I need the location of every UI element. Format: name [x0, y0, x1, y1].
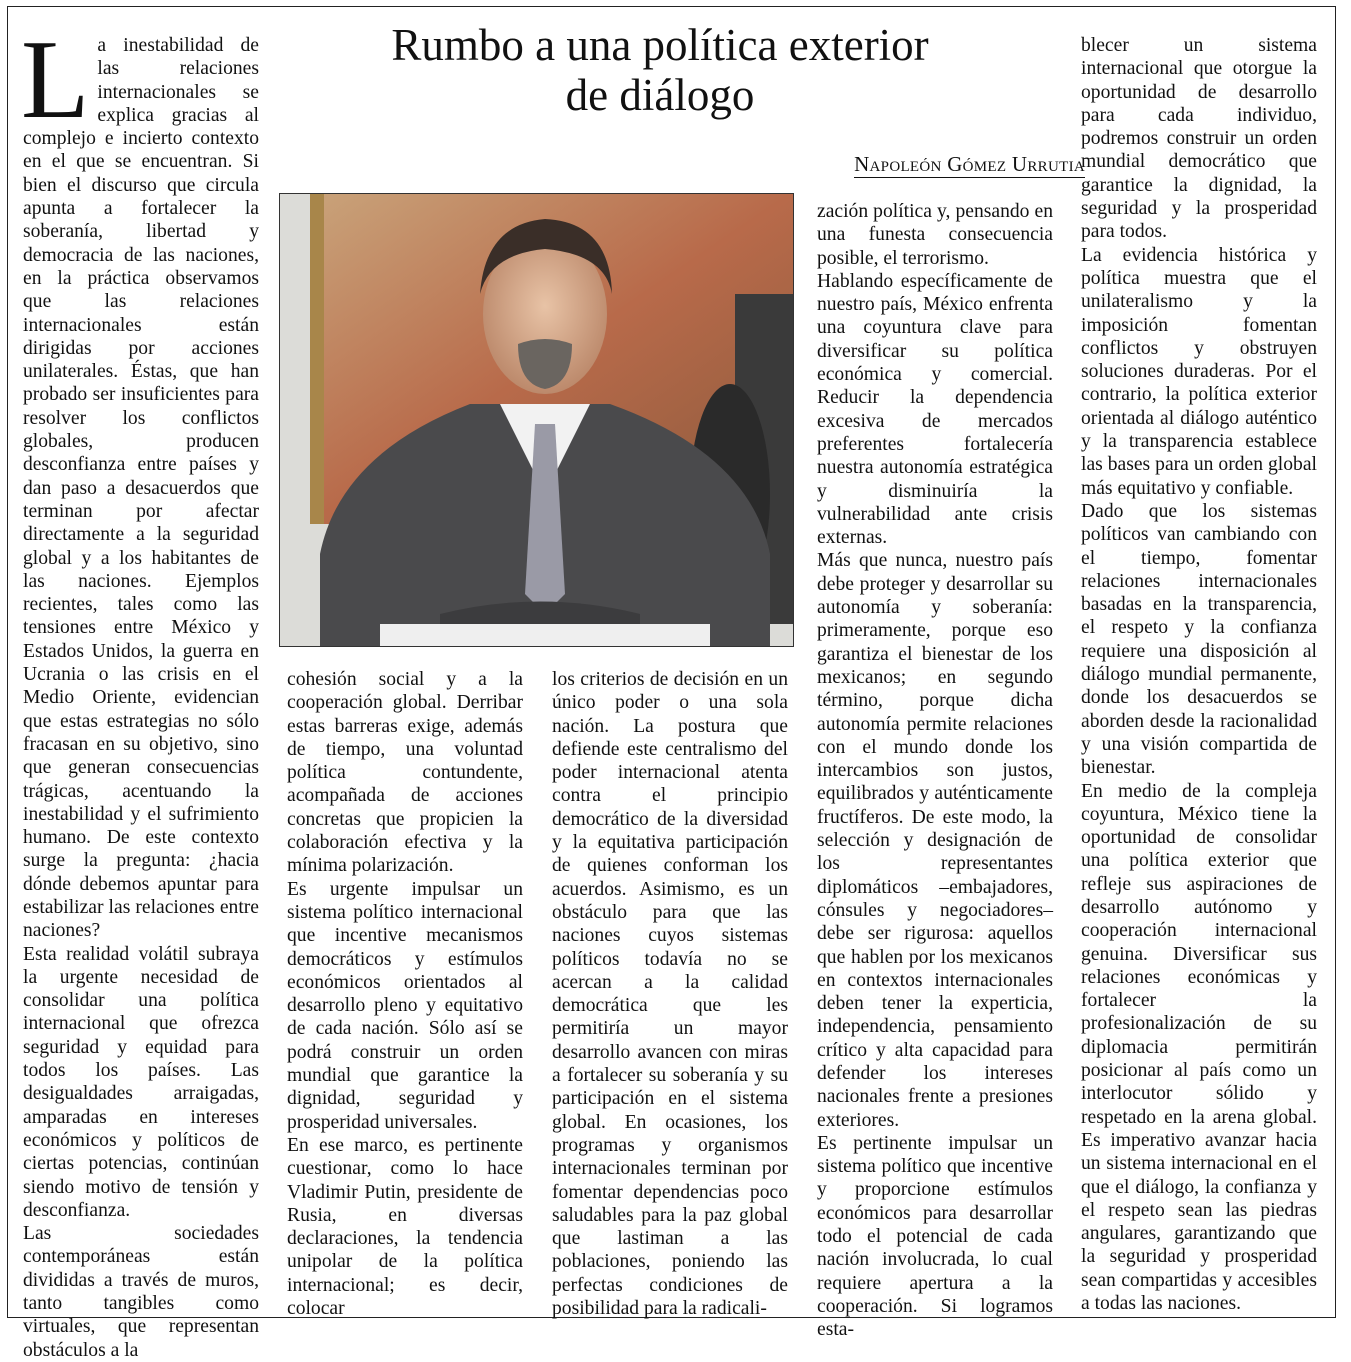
drop-cap: L: [21, 18, 90, 142]
author-photo: [279, 193, 794, 647]
column-4: [817, 200, 1053, 1342]
portrait-photo-icon: [280, 194, 793, 646]
col2-paragraph-1: cohesión social y a la cooperación global. Derribar estas barreras exige, además de tiempo, una voluntad política contundente, acompañada de acciones concretas que propicien la colaboración efectiva y la mínima polarización.: [287, 669, 523, 877]
article-headline: [290, 20, 1030, 120]
col5-paragraph-4: En medio de la compleja coyuntura, México tiene la oportunidad de consolidar una política exterior que refleje sus aspiraciones de desarrollo autónomo y cooperación internacional genuina. Diversificar sus relaciones económicas y fortalecer la profesionalización de su diplomacia permitirán posicionar al país como un interlocutor sólido y respetado en la arena global. Es imperativo avanzar hacia un sistema internacional en el que el diálogo, la confianza y el respeto sean las piedras angulares, garantizando que la seguridad y prosperidad sean compartidas y accesibles a todas las naciones.: [1081, 780, 1317, 1315]
col4-paragraph-3: Más que nunca, nuestro país debe proteger y desarrollar su autonomía y soberanía: primeramente, porque eso garantiza el bienestar de los mexicanos; en segundo término, porque dicha autonomía permite relaciones con el mundo donde los intercambios son justos, equilibrados y auténticamente fructíferos. De este modo, la selección y designación de los representantes diplomáticos –embajadores, cónsules y negociadores– debe ser rigurosa: aquellos que hablen por los mexicanos en contextos internacionales deben tener la experticia, independencia, pensamiento crítico y alta capacidad para defender los intereses nacionales frente a presiones exteriores.: [817, 550, 1053, 1131]
col5-paragraph-1: blecer un sistema internacional que otorgue la oportunidad de desarrollo para cada individuo, podremos construir un orden mundial democrático que garantice la dignidad, la seguridad y la prosperidad para todos.: [1081, 35, 1317, 243]
col3-paragraph-1: los criterios de decisión en un único poder o una sola nación. La postura que defiende este centralismo del poder internacional atenta contra el principio democrático de la diversidad y la equitativa participación de quienes conforman los acuerdos. Asimismo, es un obstáculo para que las naciones cuyos sistemas políticos todavía no se acercan a la calidad democrática que les permitiría un mayor desarrollo avancen con miras a fortalecer su soberanía y su participación en el sistema global. En ocasiones, los programas y organismos internacionales terminan por fomentar dependencias poco saludables para la paz global que lastiman a las poblaciones, poniendo las perfectas condiciones de posibilidad para la radicali-: [552, 669, 788, 1320]
column-3: [552, 668, 788, 1320]
column-1: [21, 18, 259, 1362]
col1-paragraph-3: Las sociedades contemporáneas están divididas a través de muros, tanto tangibles como virtuales, que representan obstáculos a la: [23, 1223, 259, 1361]
column-2: [287, 668, 523, 1320]
byline: [290, 152, 1085, 177]
col2-paragraph-2: Es urgente impulsar un sistema político internacional que incentive mecanismos democráticos y estímulos económicos orientados al desarrollo pleno y equitativo de cada nación. Sólo así se podrá construir un orden mundial que garantice la dignidad, seguridad y prosperidad universales.: [287, 878, 523, 1133]
col4-paragraph-1: zación política y, pensando en una funesta consecuencia posible, el terrorismo.: [817, 201, 1053, 269]
headline-line-2: de diálogo: [565, 70, 755, 120]
col4-paragraph-2: Hablando específicamente de nuestro país, México enfrenta una coyuntura clave para diversificar su política económica y comercial. Reducir la dependencia excesiva de mercados preferentes fortalecería nuestra autonomía estratégica y disminuiría la vulnerabilidad ante crisis externas.: [817, 270, 1053, 549]
col2-paragraph-3: En ese marco, es pertinente cuestionar, como lo hace Vladimir Putin, presidente de Rusia, en diversas declaraciones, la tendencia unipolar de la política internacional; es decir, colocar: [287, 1134, 523, 1320]
column-5: [1081, 34, 1317, 1315]
col4-paragraph-4: Es pertinente impulsar un sistema político que incentive y proporcione estímulos económicos para desarrollar todo el potencial de cada nación involucrada, lo cual requiere apertura a la cooperación. Si logramos esta-: [817, 1132, 1053, 1341]
col1-paragraph-1: a inestabilidad de las relaciones internacionales se explica gracias al complejo e incierto contexto en el que se encuentran. Si bien el discurso que circula apunta a fortalecer la soberanía, libertad y democracia de las naciones, en la práctica observamos que las relaciones internacionales están dirigidas por acciones unilaterales. Éstas, que han probado ser insuficientes para resolver los conflictos globales, producen desconfianza entre países y dan paso a desacuerdos que terminan por afectar directamente a la seguridad global y a los habitantes de las naciones. Ejemplos recientes, tales como las tensiones entre México y Estados Unidos, la guerra en Ucrania o las crisis en el Medio Oriente, evidencian que estas estrategias no sólo fracasan en su objetivo, sino que generan consecuencias trágicas, acentuando la inestabilidad y el sufrimiento humano. De este contexto surge la pregunta: ¿hacia dónde debemos apuntar para estabilizar las relaciones entre naciones?: [23, 35, 259, 942]
headline-line-1: Rumbo a una política exterior: [391, 20, 929, 70]
col1-paragraph-2: Esta realidad volátil subraya la urgente necesidad de consolidar una política internacional que ofrezca seguridad y equidad para todos los países. Las desigualdades arraigadas, amparadas en intereses económicos y políticos de ciertas potencias, continúan siendo motivo de tensión y desconfianza.: [23, 943, 259, 1221]
author-name: Napoleón Gómez Urrutia: [854, 152, 1085, 176]
col5-paragraph-3: Dado que los sistemas políticos van cambiando con el tiempo, fomentar relaciones internacionales basadas en la transparencia, el respeto y la confianza requiere una disposición al diálogo mundial permanente, donde los desacuerdos se aborden desde la racionalidad y una visión compartida de bienestar.: [1081, 500, 1317, 779]
col5-paragraph-2: La evidencia histórica y política muestra que el unilateralismo y la imposición fomentan conflictos y obstruyen soluciones duraderas. Por el contrario, la política exterior orientada al diálogo auténtico y la transparencia establece las bases para un orden global más equitativo y confiable.: [1081, 244, 1317, 499]
